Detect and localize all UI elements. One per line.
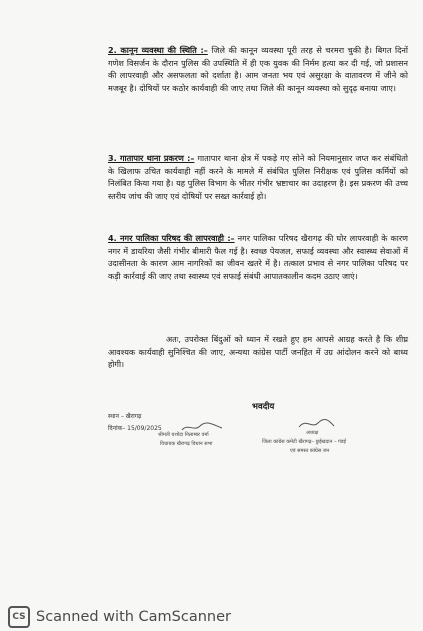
place-label: स्थान – खैरागढ़ bbox=[108, 413, 142, 420]
section-heading: 3. गातापार थाना प्रकरण :– bbox=[108, 153, 195, 163]
camscanner-footer bbox=[0, 603, 423, 631]
closing-paragraph: अतः, उपरोक्त बिंदुओं को ध्यान में रखते हुए हम आपसे आग्रह करते है कि शीघ्र आवश्यक कार्यवाही सुनिश्चित की जाए, अन्यथा कांग्रेस पार्टी जनहित में उग्र आंदोलन करने को बाध्य होगी। bbox=[108, 334, 408, 370]
right-signatory-role: अध्यक्ष bbox=[306, 430, 319, 436]
right-signature-mark bbox=[296, 416, 336, 430]
right-signatory-line1: जिला कांग्रेस कमेटी खैरागढ़– छुईखदान – गंडई bbox=[262, 439, 346, 445]
section-text: गातापार थाना क्षेत्र में पकड़े गए सोने को नियमानुसार जप्त कर संबंधितो के खिलाफ उचित कार्यवाही नहीं करने के मामले में संबंधित पुलिस निरीक्षक एवं पुलिस कर्मियों को निलंबित किया गया है। यह पुलिस विभाग के भीतर गंभीर भ्रष्टाचार का उदाहरण है। इस प्रकरण की उच्च स्तरीय जांच की जाए एवं दोषियों पर सख्त कार्रवाई हो। bbox=[108, 153, 408, 201]
section-law-order bbox=[108, 44, 408, 94]
right-signatory-line2: एवं समस्त कांग्रेस जन bbox=[290, 448, 330, 454]
camscanner-logo-icon: CS bbox=[8, 606, 30, 628]
section-municipal-negligence bbox=[108, 232, 408, 282]
left-signatory-title: विधायक खैरागढ़ विधान सभा bbox=[160, 441, 213, 447]
section-heading: 2. कानून व्यवस्था की स्थिति :– bbox=[108, 45, 208, 55]
sign-off: भवदीय bbox=[252, 402, 275, 412]
section-text: जिले की कानून व्यवस्था पूरी तरह से चरमरा चुकी है। बिगत दिनों गणेश विसर्जन के दौरान पुलिस की उपस्थिति में ही एक युवक की निर्मम हत्या कर दी गई, जो प्रशासन की लापरवाही और असफलता को दर्शाता है। आम जनता भय एवं असुरक्षा के वातावरण में जीने को मजबूर है। दोषियों पर कठोर कार्यवाही की जाए तथा जिले की कानून व्यवस्था को सुदृढ़ बनाया जाए। bbox=[108, 45, 408, 93]
section-text: नगर पालिका परिषद खैरागढ़ की घोर लापरवाही के कारण नगर में डायरिया जैसी गंभीर बीमारी फैल गई है। स्वच्छ पेयजल, सफाई व्यवस्था और स्वास्थ्य सेवाओं में उदासीनता के कारण आम नागरिकों का जीवन खतरे में है। तत्काल प्रभाव से नगर पालिका परिषद पर कड़ी कार्रवाई की जाए तथा स्वास्थ्य एवं सफाई संबंधी आपातकालीन कदम उठाए जाएं। bbox=[108, 233, 408, 281]
section-heading: 4. नगर पालिका परिषद की लापरवाही :– bbox=[108, 233, 235, 243]
date-label: दिनांक– 15/09/2025 bbox=[108, 425, 162, 432]
left-signatory-name: श्रीमती यशोदा निलाम्बर वर्मा bbox=[158, 432, 209, 438]
left-signature-mark bbox=[180, 418, 224, 430]
section-gatapar-case bbox=[108, 152, 408, 202]
camscanner-watermark-text: Scanned with CamScanner bbox=[36, 609, 232, 625]
